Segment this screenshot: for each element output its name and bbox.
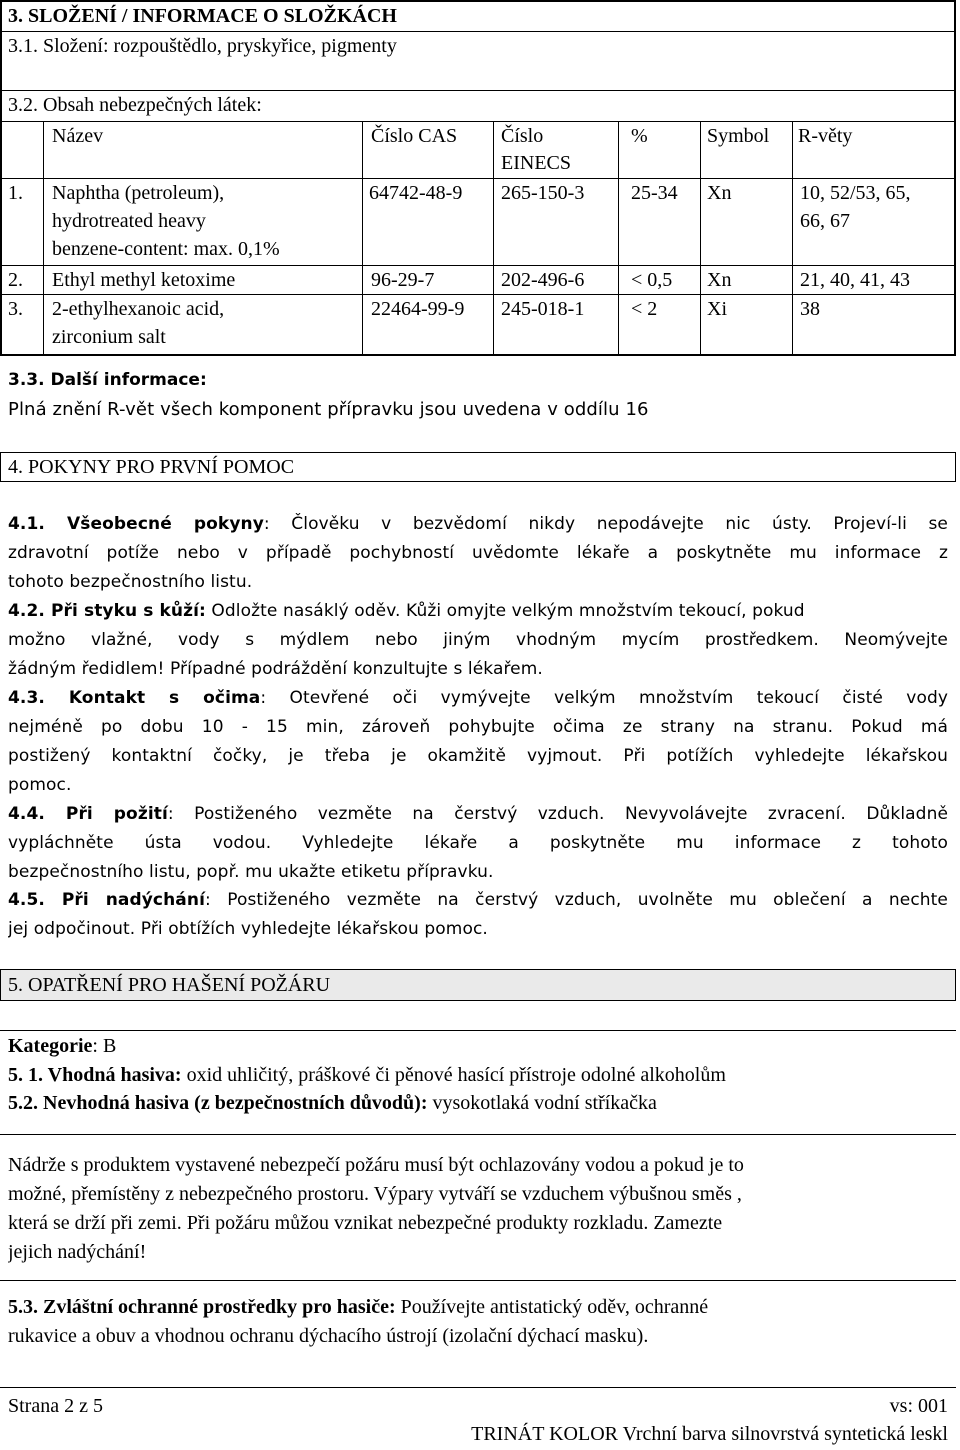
header-name: Název — [52, 125, 104, 147]
row-3-cas: 22464-99-9 — [371, 298, 465, 320]
row-1-cas: 64742-48-9 — [369, 182, 463, 204]
footer-rule — [0, 1387, 956, 1388]
label-4-2: 4.2. Při styku s kůží: — [8, 601, 206, 621]
footer-page-number: Strana 2 z 5 — [8, 1395, 103, 1417]
col-line — [43, 121, 44, 354]
row-1-name: hydrotreated heavy — [52, 210, 206, 232]
paragraph-5-fire: Nádrže s produktem vystavené nebezpečí požáru musí být ochlazovány vodou a pokud je to možné, přemístěny z nebezpečného prostoru. Výpary vytváří se vzduchem výbušnou směs , která se drží při zemi. Při požáru můžou vznikat nebezpečné produkty rozkladu. Zamezte jejich nadýchání! — [8, 1154, 744, 1263]
section-3-2: 3.2. Obsah nebezpečných látek: — [8, 94, 262, 116]
paragraph-4-3: 4.3. Kontakt s očima: Otevřené oči vymývejte velkým množstvím tekoucí čisté vody nejméně po dobu 10 - 15 min, zároveň pohybujte očima ze strany na stranu. Pokud má postižený kontaktní čočky, je třeba je okamžitě vyjmout. Při potížích vyhledejte lékařskou pomoc. — [8, 688, 948, 795]
row-1-r-phrases: 66, 67 — [800, 210, 850, 232]
col-line — [792, 121, 793, 354]
row-2-einecs: 202-496-6 — [501, 269, 585, 291]
header-einecs-2: EINECS — [501, 152, 571, 174]
section-5-title: 5. OPATŘENÍ PRO HAŠENÍ POŽÁRU — [8, 974, 331, 996]
label-4-3: 4.3. Kontakt s očima — [8, 688, 261, 708]
row-3-percent: < 2 — [631, 298, 658, 320]
row-2-symbol: Xn — [707, 269, 732, 291]
kategorie-label: Kategorie — [8, 1035, 93, 1057]
col-line — [618, 121, 619, 354]
row-2-num: 2. — [8, 269, 23, 291]
paragraph-4-1: 4.1. Všeobecné pokyny: Člověku v bezvědomí nikdy nepodávejte nic ústy. Projeví-li se zdravotní potíže nebo v případě pochybností uvědomte lékaře a poskytněte mu informace z tohoto bezpečnostního listu. — [8, 514, 948, 592]
col-line — [493, 121, 494, 354]
paragraph-5-1: 5. 1. Vhodná hasiva: oxid uhličitý, práškové či pěnové hasící přístroje odolné alkoholům — [8, 1064, 726, 1086]
section-4-title: 4. POKYNY PRO PRVNÍ POMOC — [8, 456, 295, 478]
row-3-einecs: 245-018-1 — [501, 298, 585, 320]
paragraph-4-2: 4.2. Při styku s kůží: Odložte nasáklý oděv. Kůži omyjte velkým množstvím tekoucí, pokud možno vlažné, vody s mýdlem nebo jiným vhodným mycím prostředkem. Neomývejte žádným ředidlem! Případné podráždění konzultujte s lékařem. — [8, 601, 948, 679]
row-3-name: zirconium salt — [52, 326, 166, 348]
label-4-1: 4.1. Všeobecné pokyny — [8, 514, 264, 534]
row-1-name: benzene-content: max. 0,1% — [52, 238, 280, 260]
footer-version: vs: 001 — [889, 1395, 948, 1417]
paragraph-4-5: 4.5. Při nadýchání: Postiženého vezměte na čerstvý vzduch, uvolněte mu oblečení a nechte jej odpočinout. Při obtížích vyhledejte lékařskou pomoc. — [8, 890, 948, 939]
row-1-num: 1. — [8, 182, 23, 204]
row-1-symbol: Xn — [707, 182, 732, 204]
row-1-percent: 25-34 — [631, 182, 678, 204]
header-cas: Číslo CAS — [371, 125, 458, 147]
label-5-2: 5.2. Nevhodná hasiva (z bezpečnostních důvodů): — [8, 1092, 428, 1114]
section-5-rule — [0, 1134, 956, 1135]
header-einecs: Číslo — [501, 125, 544, 147]
section-5-title-box — [0, 969, 956, 1001]
row-2-r-phrases: 21, 40, 41, 43 — [800, 269, 910, 291]
kategorie — [8, 1032, 116, 1061]
footer-product: TRINÁT KOLOR Vrchní barva silnovrstvá syntetická leskl — [471, 1423, 948, 1445]
header-symbol: Symbol — [707, 125, 770, 147]
kategorie-value: : B — [92, 1035, 117, 1057]
row-1-einecs: 265-150-3 — [501, 182, 585, 204]
section-3-3-text: Plná znění R-vět všech komponent přípravku jsou uvedena v oddílu 16 — [8, 399, 649, 420]
row-2-name: Ethyl methyl ketoxime — [52, 269, 236, 291]
row-3-name: 2-ethylhexanoic acid, — [52, 298, 225, 320]
row-3-num: 3. — [8, 298, 23, 320]
col-line — [362, 121, 363, 354]
section-3-title: 3. SLOŽENÍ / INFORMACE O SLOŽKÁCH — [8, 5, 397, 27]
row-2-percent: < 0,5 — [631, 269, 673, 291]
section-3-3-label: 3.3. Další informace: — [8, 370, 207, 390]
paragraph-5-3: 5.3. Zvláštní ochranné prostředky pro hasiče: Používejte antistatický oděv, ochranné rukavice a obuv a vhodnou ochranu dýchacího ústrojí (izolační dýchací masku). — [8, 1296, 709, 1347]
label-5-3: 5.3. Zvláštní ochranné prostředky pro hasiče: — [8, 1296, 396, 1318]
label-5-1: 5. 1. Vhodná hasiva: — [8, 1064, 182, 1086]
row-1-name: Naphtha (petroleum), — [52, 182, 225, 204]
label-4-5: 4.5. Při nadýchání — [8, 890, 206, 910]
paragraph-4-4: 4.4. Při požití: Postiženého vezměte na čerstvý vzduch. Nevyvolávejte zvracení. Důkladně vypláchněte ústa vodou. Vyhledejte lékaře a poskytněte mu informace z tohoto bezpečnostního listu, popř. mu ukažte etiketu přípravku. — [8, 804, 948, 882]
label-4-4: 4.4. Při požití — [8, 804, 168, 824]
col-line — [700, 121, 701, 354]
section-5-rule — [0, 1030, 956, 1031]
section-5-rule — [0, 1280, 956, 1281]
header-r-phrases: R-věty — [798, 125, 853, 147]
header-percent: % — [631, 125, 648, 147]
section-3-1: 3.1. Složení: rozpouštědlo, pryskyřice, pigmenty — [8, 35, 397, 57]
row-3-r-phrases: 38 — [800, 298, 820, 320]
section-4-title-box — [0, 452, 956, 482]
paragraph-5-2: 5.2. Nevhodná hasiva (z bezpečnostních důvodů): vysokotlaká vodní stříkačka — [8, 1092, 657, 1114]
row-2-cas: 96-29-7 — [371, 269, 435, 291]
row-1-r-phrases: 10, 52/53, 65, — [800, 182, 911, 204]
row-3-symbol: Xi — [707, 298, 727, 320]
